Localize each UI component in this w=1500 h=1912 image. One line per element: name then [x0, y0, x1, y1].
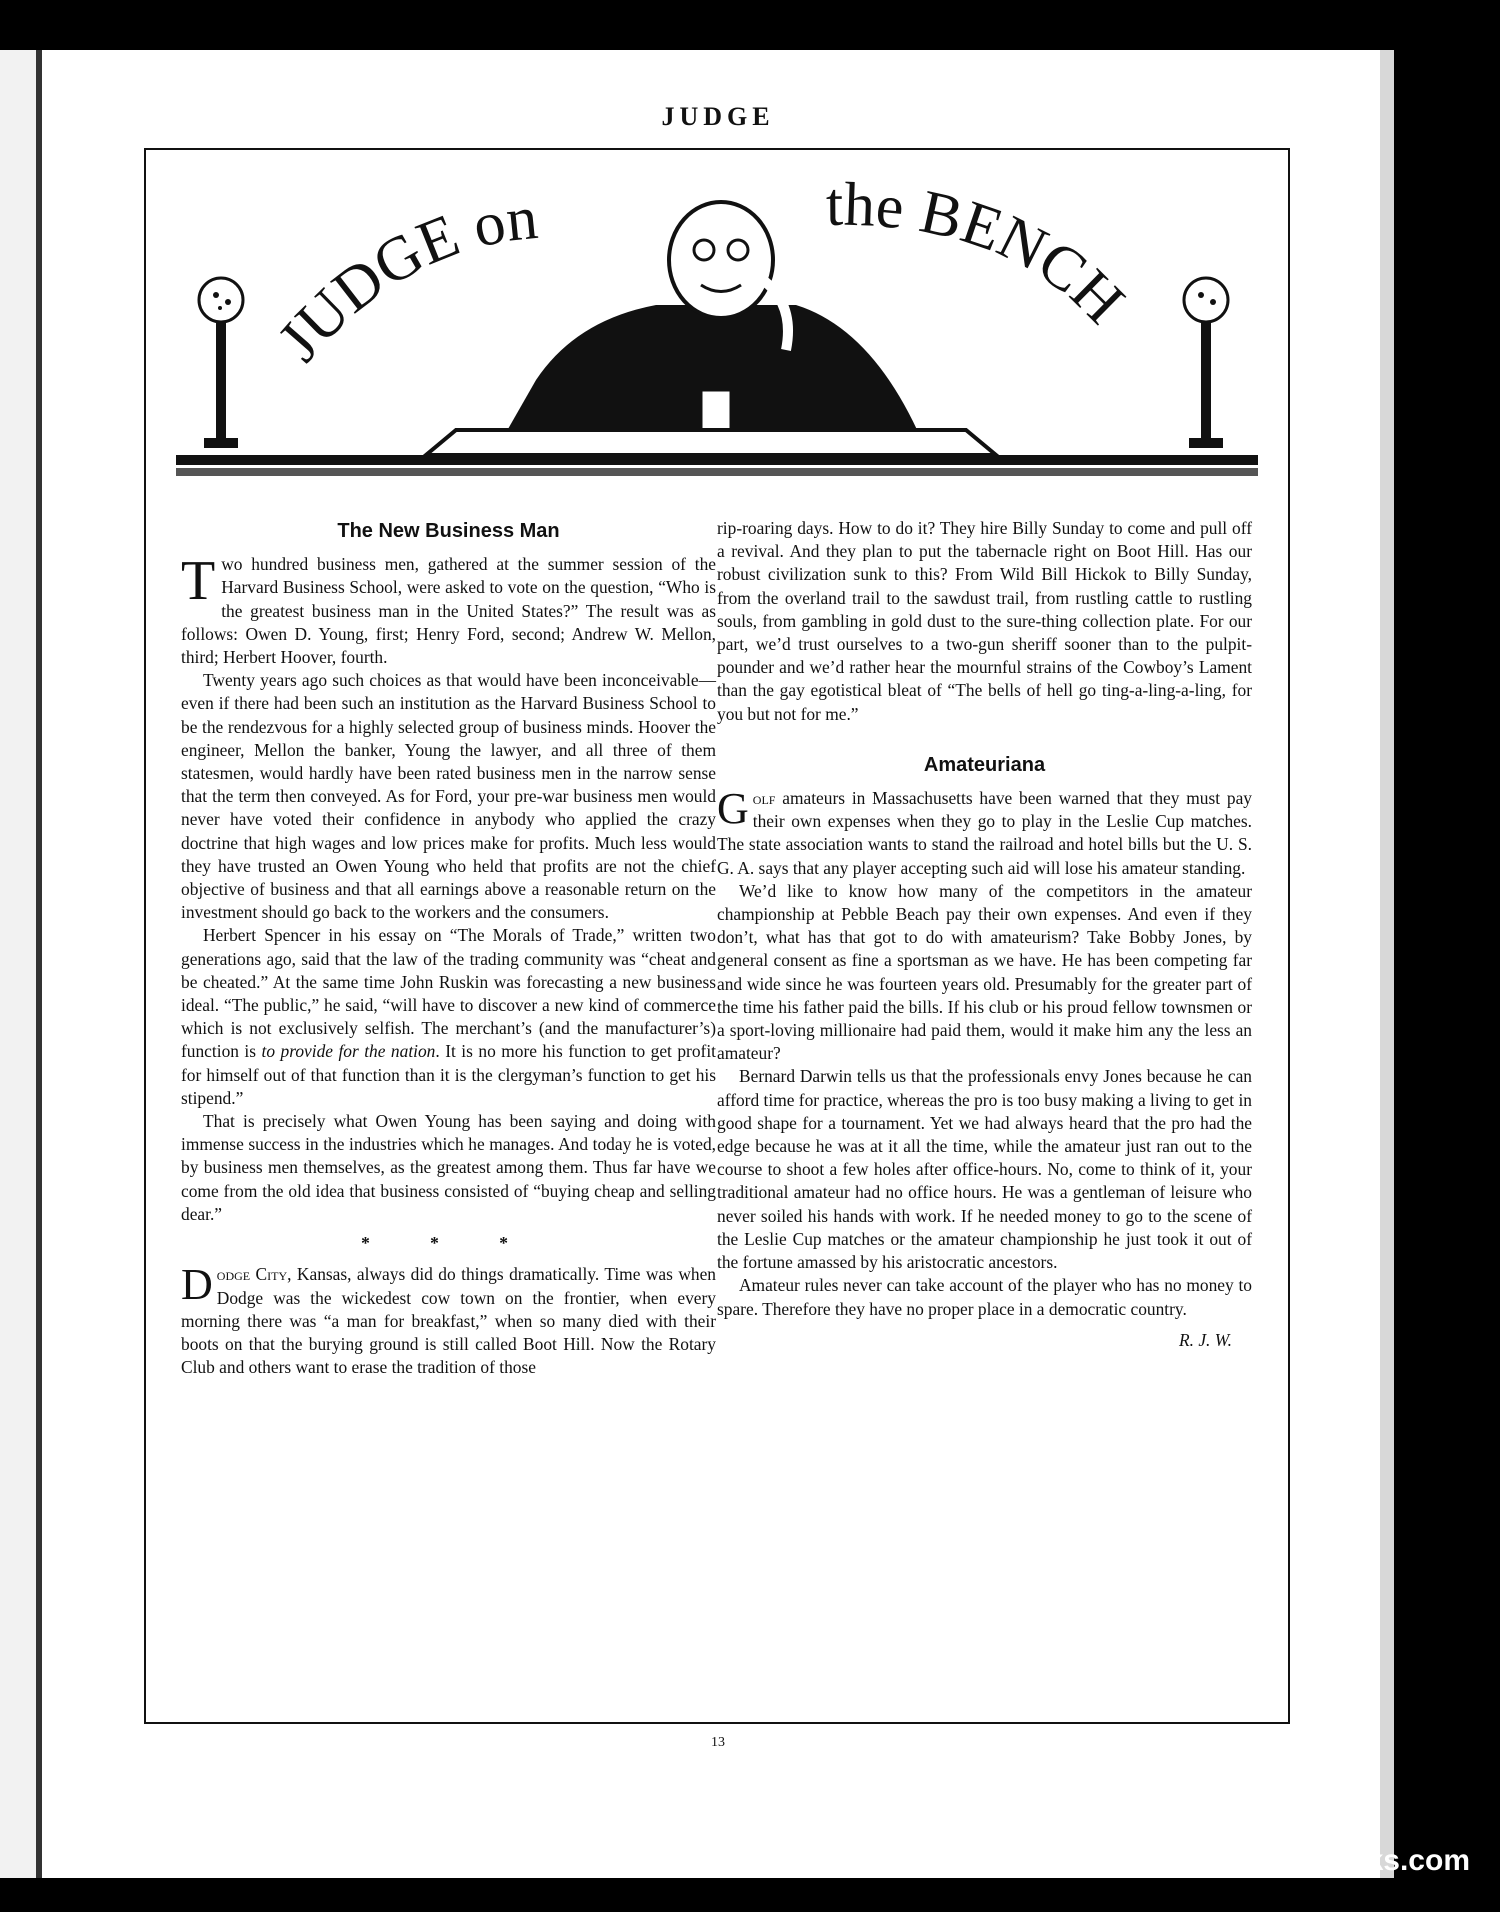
- paragraph: Dodge City, Kansas, always did do things dramatically. Time was when Dodge was the wickedest cow town on the frontier, when every morning there was “a man for breakfast,” when so many died with their boots on that the burying ground is still called Boot Hill. Now the Rotary Club and others want to erase the tradition of those: [181, 1260, 716, 1378]
- facing-page-edge: [0, 50, 42, 1878]
- drop-cap: G: [717, 784, 749, 834]
- paragraph: Amateur rules never can take account of the player who has no money to spare. Therefore they have no proper place in a democratic country.: [717, 1275, 1252, 1319]
- paragraph: Two hundred business men, gathered at the summer session of the Harvard Business School, were asked to vote on the question, “Who is the greatest business man in the United States?” The result was as follows: Owen D. Young, first; Henry Ford, second; Andrew W. Mellon, third; Herbert Hoover, fourth.: [181, 550, 716, 668]
- drop-cap: D: [181, 1260, 213, 1310]
- paragraph: Golf amateurs in Massachusetts have been warned that they must pay their own expenses when they go to play in the Leslie Cup matches. The state association wants to stand the railroad and hotel bills but the U. S. G. A. says that any player accepting such aid will lose his amateur standing.: [717, 784, 1252, 878]
- running-head: JUDGE: [661, 102, 775, 131]
- magazine-page: [42, 50, 1394, 1878]
- article-title-amateuriana: Amateuriana: [923, 753, 1046, 776]
- left-column: [181, 520, 716, 1379]
- paragraph: Bernard Darwin tells us that the professionals envy Jones because he can afford time for practice, whereas the pro is too busy making a living to get in good shape for a tournament. Yet we had always heard that the pro had the edge because he was at it all the time, while the amateur just ran out to the course to shoot a few holes after office-hours. No, come to think of it, your traditional amateur had no office hours. He was a gentleman of leisure who never soiled his hands with work. If he needed money to go to the scene of the Leslie Cup matches or the amateur championship he just took it out of the fortune amassed by his aristocratic ancestors.: [717, 1066, 1252, 1273]
- banner-title-left: JUDGE on: [265, 183, 541, 375]
- article-title-new-business-man: The New Business Man: [337, 520, 560, 542]
- paragraph: Herbert Spencer in his essay on “The Morals of Trade,” written two generations ago, said that the law of the trading community was “cheat and be cheated.” At the same time John Ruskin was forecasting a new business ideal. “The public,” he said, “will have to discover a new kind of commerce which is not exclusively selfish. The merchant’s (and the manufacturer’s) function is to provide for the nation. It is no more his function to get profit for himself out of that function than it is the clergyman’s function to get his stipend.”: [181, 925, 716, 1108]
- right-lamp-illustration: [1184, 278, 1228, 448]
- author-signature: R. J. W.: [1179, 1329, 1232, 1350]
- drop-cap: T: [181, 550, 216, 613]
- paragraph: Twenty years ago such choices as that would have been inconceivable—even if there had been such an institution as the Harvard Business School to be the rendezvous for a highly selected group of business minds. Hoover the engineer, Mellon the banker, Young the lawyer, and all three of them statesmen, would hardly have been rated business men in the narrow sense that the term then conveyed. As for Ford, your pre-war business men would never have voted their confidence in anybody who applied the crazy doctrine that high wages and low prices make for profits. Much less would they have trusted an Owen Young who held that profits are not the chief objective of business and that all earnings above a reasonable return on the investment should go back to the workers and the consumers.: [181, 670, 716, 923]
- section-separator: * * *: [361, 1233, 536, 1254]
- paragraph: We’d like to know how many of the competitors in the amateur championship at Pebble Beach pay their own expenses. And even if they don’t, what has that got to do with amateurism? Take Bobby Jones, by general consent as fine a sportsman as we have. He has been competing far and wide since he was fourteen years old. Presumably for the greater part of the time his father paid the bills. If his club or his proud fellow townsmen or a sport-loving millionaire had paid them, would it make him any the less an amateur?: [717, 880, 1252, 1064]
- watermark: comicbooks.com: [1224, 1844, 1470, 1877]
- paragraph: That is precisely what Owen Young has been saying and doing with immense success in the industries which he manages. And today he is voted, by business men themselves, as the greatest among them. Thus far have we come from the old idea that business consisted of “buying cheap and selling dear.”: [181, 1111, 716, 1224]
- judge-on-the-bench-banner: [176, 180, 1258, 480]
- page-edge: [1380, 50, 1394, 1878]
- paragraph: rip-roaring days. How to do it? They hire Billy Sunday to come and pull off a revival. And they plan to put the tabernacle right on Boot Hill. Has our robust civilization sunk to this? From Wild Bill Hickok to Billy Sunday, from the overland trail to the sawdust trail, from rustling cattle to rustling souls, from gambling in gold dust to the sure-thing collection plate. For our part, we’d trust ourselves to a two-gun sheriff sooner than to the pulpit-pounder and we’d rather hear the mournful strains of the Cowboy’s Lament than the gay egotistical bleat of “The bells of hell go ting-a-ling-a-ling, for you but not for me.”: [717, 518, 1252, 724]
- right-column: [717, 517, 1252, 1352]
- banner-title-right: the BENCH: [825, 180, 1138, 337]
- article-frame: [144, 148, 1290, 1724]
- left-lamp-illustration: [199, 278, 243, 448]
- bench-illustration: [176, 430, 1258, 476]
- page-number: 13: [711, 1735, 725, 1750]
